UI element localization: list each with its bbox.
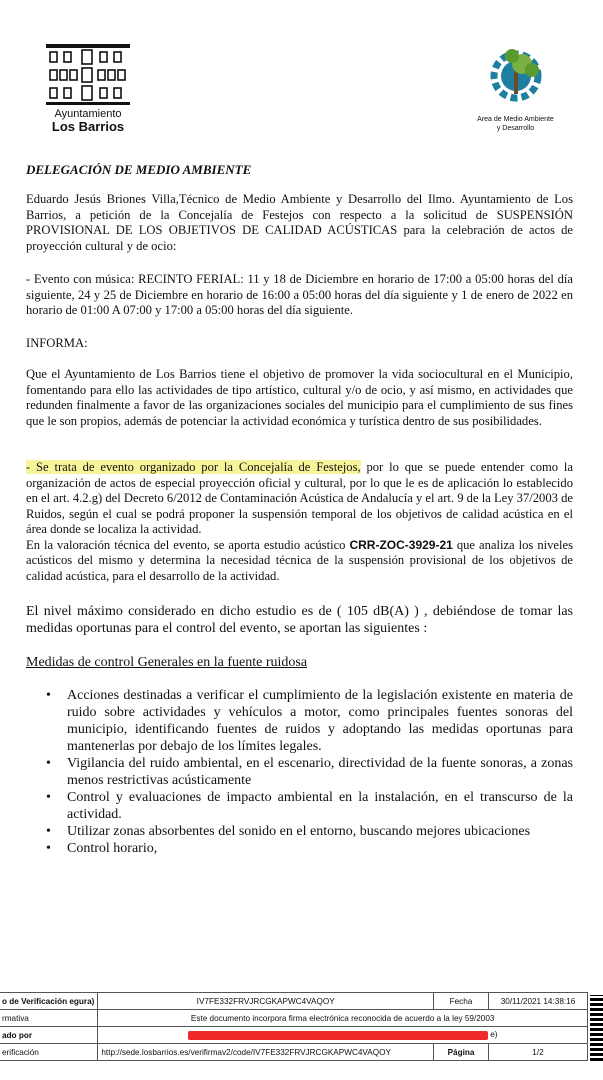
informa-label: INFORMA: xyxy=(26,336,88,350)
study-text-after: que analiza los niveles acústicos del mismo y determina la necesidad técnica de la suspensión provisional de los objetivos de calidad acústica, para el desarrollo de la actividad. xyxy=(26,537,573,583)
verification-url[interactable]: http://sede.losbarrios.es/verifirmav2/code/IV7FE332FRVJRCGKAPWC4VAQOY xyxy=(98,1044,434,1061)
town-hall-icon xyxy=(38,40,138,106)
study-text-before: En la valoración técnica del evento, se aporta estudio acústico xyxy=(26,537,350,552)
list-item: • Acciones destinadas a verificar el cumplimiento de la legislación existente en materia de ruido sobre actividades y vehículos a motor, como principales fuentes sonoras del municipio, identificando fuentes de ruidos y adoptando las medidas oportunas para mantenerlas por debajo de los límites legales. xyxy=(26,687,573,755)
pagina-label: Página xyxy=(434,1044,489,1061)
list-item: • Control y evaluaciones de impacto ambiental en la instalación, en el transcurso de la actividad. xyxy=(26,789,573,823)
event-paragraph: - Evento con música: RECINTO FERIAL: 11 y 18 de Diciembre en horario de 17:00 a 05:00 horas del día siguiente, 24 y 25 de Diciembre en horario de 16:00 a 05:00 horas del día siguiente y 1 de enero de 2022 en horario de 01:00 A 07:00 y 17:00 a 05:00 horas del día siguiente. xyxy=(26,272,573,317)
verification-code-label: o de Verificación egura) xyxy=(0,993,98,1010)
table-row xyxy=(0,993,588,1010)
highlighted-text: - Se trata de evento organizado por la Concejalía de Festejos, xyxy=(26,460,361,474)
paragraph-festejos-rest: por lo que se puede entender como la organización de actos de especial proyección oficial y cultural, por lo que le es de aplicación lo establecido en el art. 4.2.g) del Decreto 6/2012 de Contaminación Acústica de Andalucía y el art. 9 de la Ley 37/2003 de Ruidos, según el cual se podrá proponer la suspensión temporal de los objetivos de calidad acústica en el área donde se localiza la actividad. xyxy=(26,460,573,536)
signer-cell xyxy=(98,1027,588,1044)
normativa-text: Este documento incorpora firma electrónica reconocida de acuerdo a la ley 59/2003 xyxy=(98,1010,588,1027)
logo-right-line2: y Desarrollo xyxy=(496,125,535,132)
logo-right-line1: Area de Medio Ambiente xyxy=(477,116,554,123)
fecha-value: 30/11/2021 14:38:16 xyxy=(489,993,588,1010)
ayuntamiento-logo xyxy=(38,40,138,133)
pagina-value: 1/2 xyxy=(489,1044,588,1061)
measures-list xyxy=(26,687,573,857)
study-code: CRR-ZOC-3929-21 xyxy=(349,537,453,552)
medio-ambiente-logo xyxy=(458,40,573,133)
qr-code-icon xyxy=(590,995,603,1061)
measures-title: Medidas de control Generales en la fuente ruidosa xyxy=(26,655,308,670)
logo-line2: Los Barrios xyxy=(51,119,125,134)
redaction-bar xyxy=(188,1031,488,1040)
url-label: erificación xyxy=(0,1044,98,1061)
fecha-label: Fecha xyxy=(434,993,489,1010)
gear-tree-icon xyxy=(458,40,573,110)
paragraph-max-level: El nivel máximo considerado en dicho estudio es de ( 105 dB(A) ) , debiéndose de tomar las medidas oportunas para el control del evento, se aportan las siguientes : xyxy=(26,604,573,636)
intro-paragraph: Eduardo Jesús Briones Villa,Técnico de Medio Ambiente y Desarrollo del Ilmo. Ayuntamiento de Los Barrios, a petición de la Concejalía de Festejos con respecto a la solicitud de SUSPENSIÓN PROVISIONAL DE LOS OBJETIVOS DE CALIDAD ACÚSTICAS para la celebración de actos de proyección cultural y de ocio: xyxy=(26,192,573,253)
list-item: • Vigilancia del ruido ambiental, en el escenario, directividad de la fuente sonoras, a zonas menos restrictivas acústicamente xyxy=(26,755,573,789)
table-row xyxy=(0,1044,588,1061)
firmado-label: ado por xyxy=(0,1027,98,1044)
paragraph-festejos xyxy=(26,460,573,584)
normativa-label: rmativa xyxy=(0,1010,98,1027)
signer-tail: e) xyxy=(490,1030,498,1040)
list-item: • Control horario, xyxy=(26,840,573,857)
verification-footer xyxy=(0,992,588,1061)
list-item: • Utilizar zonas absorbentes del sonido en el entorno, buscando mejores ubicaciones xyxy=(26,823,573,840)
table-row xyxy=(0,1010,588,1027)
logo-line1: Ayuntamiento xyxy=(54,108,122,120)
document-heading: DELEGACIÓN DE MEDIO AMBIENTE xyxy=(26,162,252,177)
paragraph-objective: Que el Ayuntamiento de Los Barrios tiene el objetivo de promover la vida sociocultural en el Municipio, fomentando para ello las actividades de tipo artístico, cultural y/o de ocio, y así mismo, en actividades que redunden finalmente a favor de las organizaciones sociales del municipio para el cumplimiento de sus fines que le son propios, además de potenciar la actividad económica y turística dentro de sus posibilidades. xyxy=(26,367,573,428)
table-row xyxy=(0,1027,588,1044)
verification-code: IV7FE332FRVJRCGKAPWC4VAQOY xyxy=(98,993,434,1010)
